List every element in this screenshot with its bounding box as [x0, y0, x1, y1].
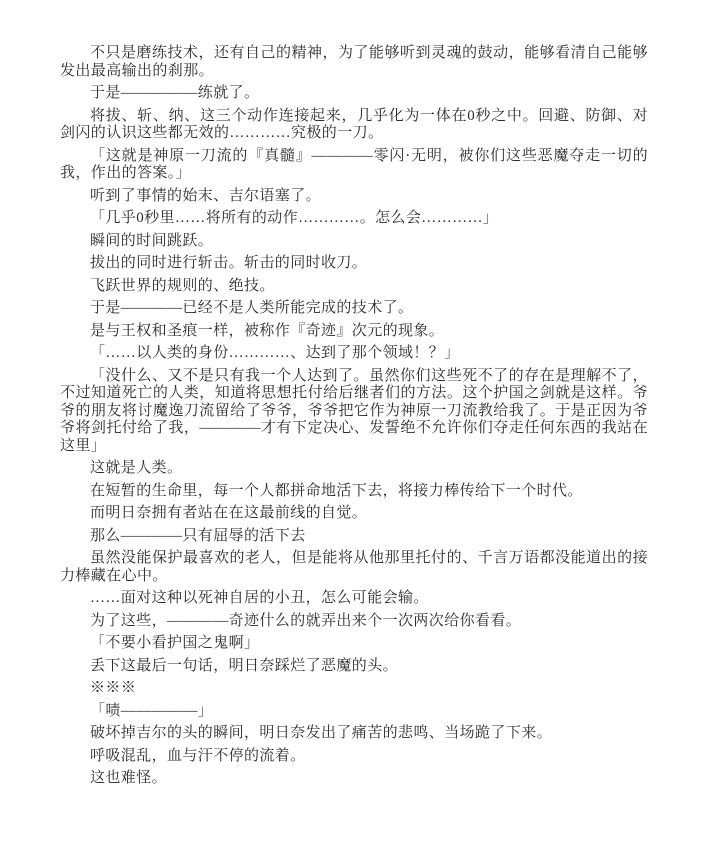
paragraph: 于是—————练就了。	[90, 85, 260, 101]
paragraph: 「没什么、又不是只有我一个人达到了。虽然你们这些死不了的存在是理解不了，不过知道死亡的人类，知道将思想托付给后继者们的方法。这个护国之剑就是这样。爷爷的朋友将讨魔逸刀流留给了爷爷，爷爷把它作为神原一刀流教给我了。于是正因为爷爷将剑托付给了我，————才有下定决心、发誓绝不允许你们夺走任何东西的我站在这里」	[60, 367, 648, 454]
paragraph: 「这就是神原一刀流的『真髓』————零闪·无明，被你们这些恶魔夺走一切的我，作出的答案。」	[60, 147, 648, 181]
paragraph: ※※※	[90, 680, 137, 696]
text-body	[60, 45, 648, 788]
paragraph: 将拔、斩、纳、这三个动作连接起来，几乎化为一体在0秒之中。回避、防御、对剑闪的认识这些都无效的…………究极的一刀。	[60, 107, 648, 141]
paragraph: 拔出的同时进行斩击。斩击的同时收刀。	[90, 255, 368, 271]
paragraph: 听到了事情的始末、吉尔语塞了。	[90, 187, 322, 204]
paragraph: 这就是人类。	[90, 460, 183, 476]
paragraph: 飞跃世界的规则的、绝技。	[90, 277, 275, 294]
paragraph: 「啧—————」	[90, 702, 214, 719]
paragraph: 那么————只有屈辱的活下去	[90, 527, 306, 544]
paragraph: 虽然没能保护最喜欢的老人，但是能将从他那里托付的、千言万语都没能道出的接力棒藏在心中。	[60, 550, 648, 584]
paragraph: 不只是磨练技术，还有自己的精神，为了能够听到灵魂的鼓动，能够看清自己能够发出最高输出的刹那。	[60, 45, 648, 79]
paragraph: 呼吸混乱，血与汗不停的流着。	[90, 747, 306, 764]
paragraph: 破坏掉吉尔的头的瞬间，明日奈发出了痛苦的悲鸣、当场跪了下来。	[90, 725, 553, 741]
paragraph: 而明日奈拥有者站在在这最前线的自觉。	[90, 505, 368, 521]
paragraph: 「……以人类的身份…………、达到了那个领域！？」	[90, 345, 460, 361]
paragraph: 为了这些，————奇迹什么的就弄出来个一次两次给你看看。	[90, 612, 522, 629]
paragraph: 这也难怪。	[90, 770, 168, 786]
paragraph: 于是————已经不是人类所能完成的技术了。	[90, 300, 414, 316]
paragraph: 丢下这最后一句话，明日奈踩烂了恶魔的头。	[90, 657, 399, 674]
paragraph: ……面对这种以死神自居的小丑，怎么可能会输。	[90, 590, 429, 606]
paragraph: 「几乎0秒里……将所有的动作…………。怎么会…………」	[90, 210, 499, 226]
paragraph: 在短暂的生命里，每一个人都拼命地活下去，将接力棒传给下一个时代。	[90, 482, 583, 499]
paragraph: 瞬间的时间跳跃。	[90, 232, 214, 249]
paragraph: 是与王权和圣痕一样，被称作『奇迹』次元的现象。	[90, 322, 445, 339]
paragraph: 「不要小看护国之鬼啊」	[90, 635, 260, 651]
